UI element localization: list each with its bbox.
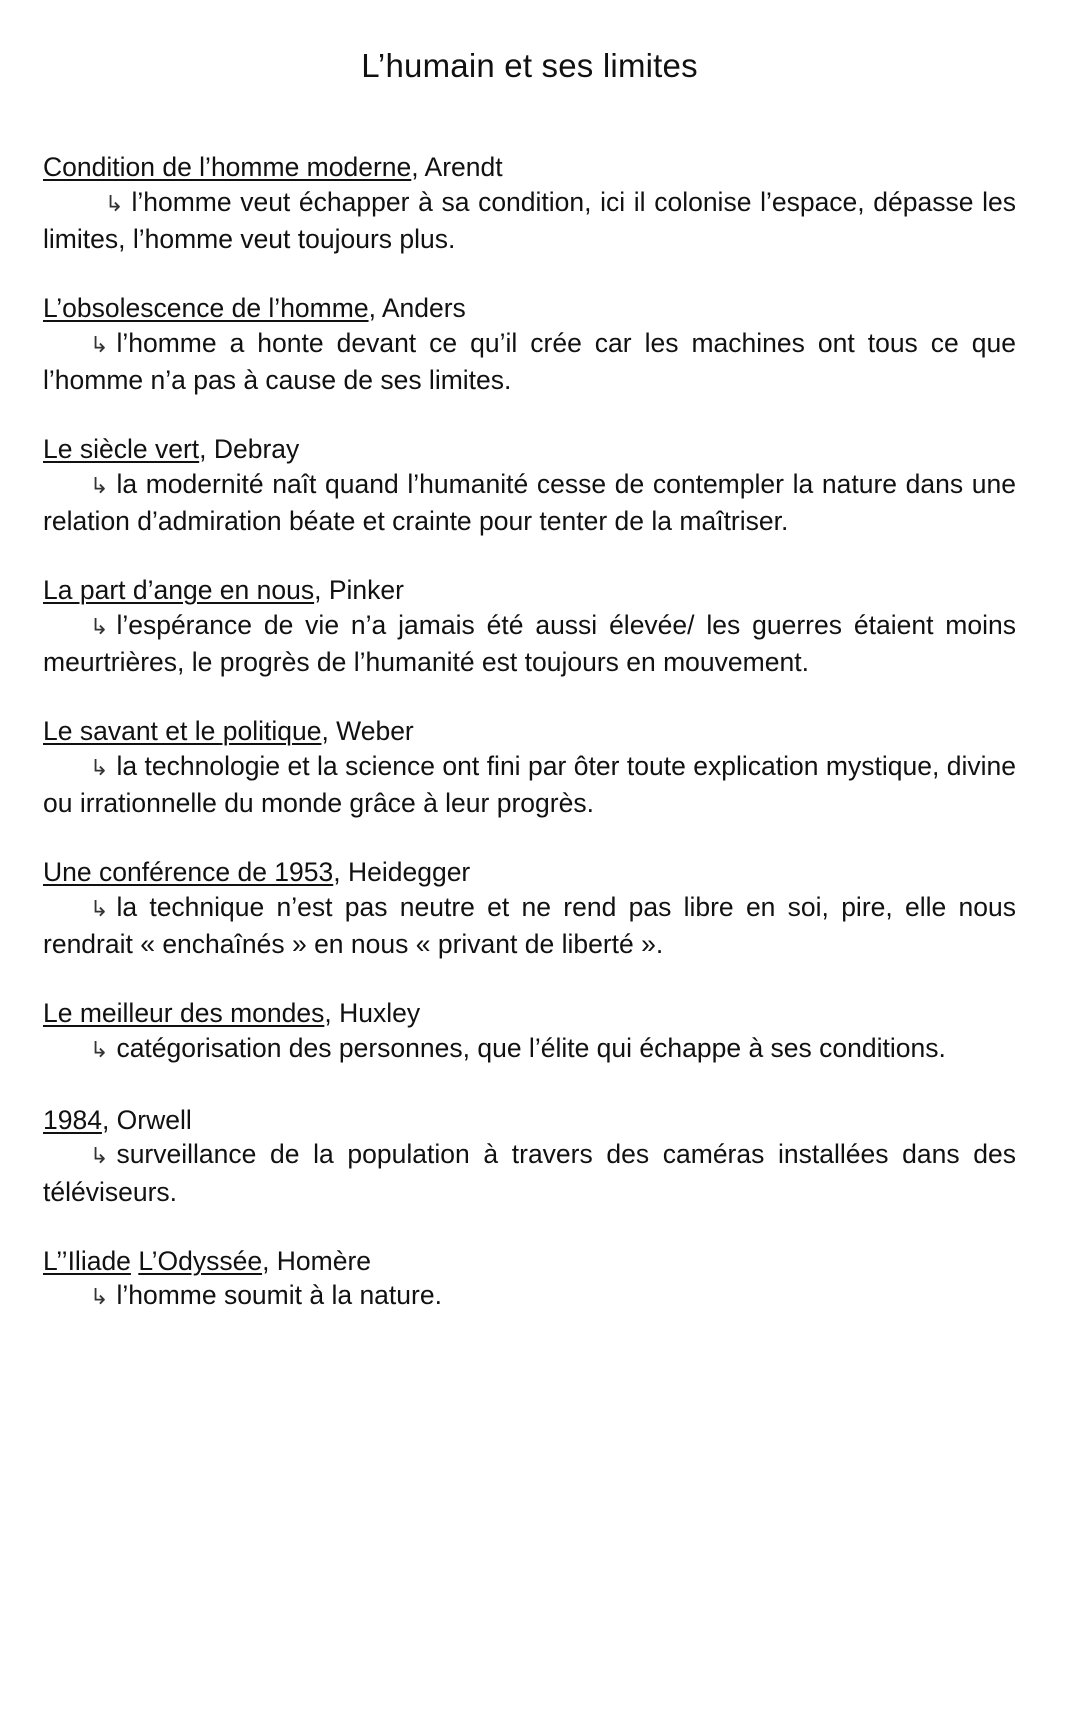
note-text: l’homme soumit à la nature.: [116, 1280, 442, 1310]
note-text: la technique n’est pas neutre et ne rend pas libre en soi, pire, elle nous rendrait « enchaînés » en nous « privant de liberté ».: [43, 891, 1016, 959]
arrow-return-icon: ↳: [105, 191, 124, 217]
entry-heading: [43, 855, 1016, 890]
work-title: L’obsolescence de l’homme: [43, 293, 369, 323]
entry-orwell: [43, 1103, 1016, 1210]
arrow-return-icon: ↳: [90, 332, 109, 358]
entry-pinker: [43, 573, 1016, 680]
work-author: , Homère: [262, 1245, 372, 1276]
entry-note: [43, 185, 1016, 257]
entry-heading: [43, 573, 1016, 608]
entry-note: [43, 749, 1016, 821]
work-title: L’’Iliade: [43, 1245, 131, 1276]
work-title: 1984: [43, 1104, 102, 1135]
entry-debray: [43, 432, 1016, 539]
entry-heading: [43, 432, 1016, 467]
work-title-second: L’Odyssée: [138, 1245, 263, 1276]
entry-note: [43, 1137, 1016, 1209]
entry-heading: [43, 714, 1016, 749]
note-text: l’homme veut échapper à sa condition, ici il colonise l’espace, dépasse les limites, l’homme veut toujours plus.: [43, 186, 1016, 254]
entry-note: [43, 608, 1016, 680]
entry-note: [43, 326, 1016, 398]
entry-weber: [43, 714, 1016, 821]
work-author: , Huxley: [324, 998, 421, 1028]
work-title: Le savant et le politique: [43, 716, 322, 746]
work-author: , Debray: [199, 434, 300, 464]
work-title: Condition de l’homme moderne: [43, 152, 412, 182]
arrow-return-icon: ↳: [90, 473, 109, 499]
entry-note: [43, 1278, 1016, 1316]
work-title: Une conférence de 1953: [43, 857, 334, 887]
work-title: Le meilleur des mondes: [43, 998, 325, 1028]
entry-heading: [43, 1244, 1016, 1279]
work-title: La part d’ange en nous: [43, 575, 315, 605]
work-author: , Orwell: [101, 1104, 192, 1135]
note-text: la technologie et la science ont fini par ôter toute explication mystique, divine ou irrationnelle du monde grâce à leur progrès.: [43, 750, 1016, 818]
arrow-return-icon: ↳: [90, 755, 109, 781]
note-text: l’espérance de vie n’a jamais été aussi élevée/ les guerres étaient moins meurtrières, le progrès de l’humanité est toujours en mouvement.: [43, 609, 1016, 677]
entry-huxley: [43, 996, 1016, 1068]
entry-heading: [43, 150, 1016, 185]
entry-heading: [43, 1103, 1016, 1138]
entry-note: [43, 467, 1016, 539]
work-author: , Anders: [368, 293, 466, 323]
entry-note: [43, 1031, 1016, 1069]
work-title: Le siècle vert: [43, 434, 200, 464]
note-text: surveillance de la population à travers des caméras installées dans des téléviseurs.: [43, 1139, 1016, 1207]
arrow-return-icon: ↳: [90, 896, 109, 922]
arrow-return-icon: ↳: [90, 1285, 109, 1310]
entry-heidegger: [43, 855, 1016, 962]
work-author: , Heidegger: [333, 857, 471, 887]
work-author: , Arendt: [411, 152, 503, 182]
entry-anders: [43, 291, 1016, 398]
entry-list: [43, 150, 1016, 1316]
entry-arendt: [43, 150, 1016, 257]
entry-heading: [43, 996, 1016, 1031]
entry-note: [43, 890, 1016, 962]
entry-homere: [43, 1244, 1016, 1316]
arrow-return-icon: ↳: [90, 1037, 109, 1063]
work-author: , Weber: [321, 716, 414, 746]
document-title: L’humain et ses limites: [361, 47, 698, 84]
entry-heading: [43, 291, 1016, 326]
note-text: catégorisation des personnes, que l’élite qui échappe à ses conditions.: [116, 1032, 946, 1063]
arrow-return-icon: ↳: [90, 1144, 109, 1169]
note-text: l’homme a honte devant ce qu’il crée car les machines ont tous ce que l’homme n’a pas à cause de ses limites.: [43, 327, 1016, 395]
arrow-return-icon: ↳: [90, 614, 109, 640]
work-author: , Pinker: [314, 575, 404, 605]
note-text: la modernité naît quand l’humanité cesse de contempler la nature dans une relation d’admiration béate et crainte pour tenter de la maîtriser.: [43, 468, 1016, 536]
